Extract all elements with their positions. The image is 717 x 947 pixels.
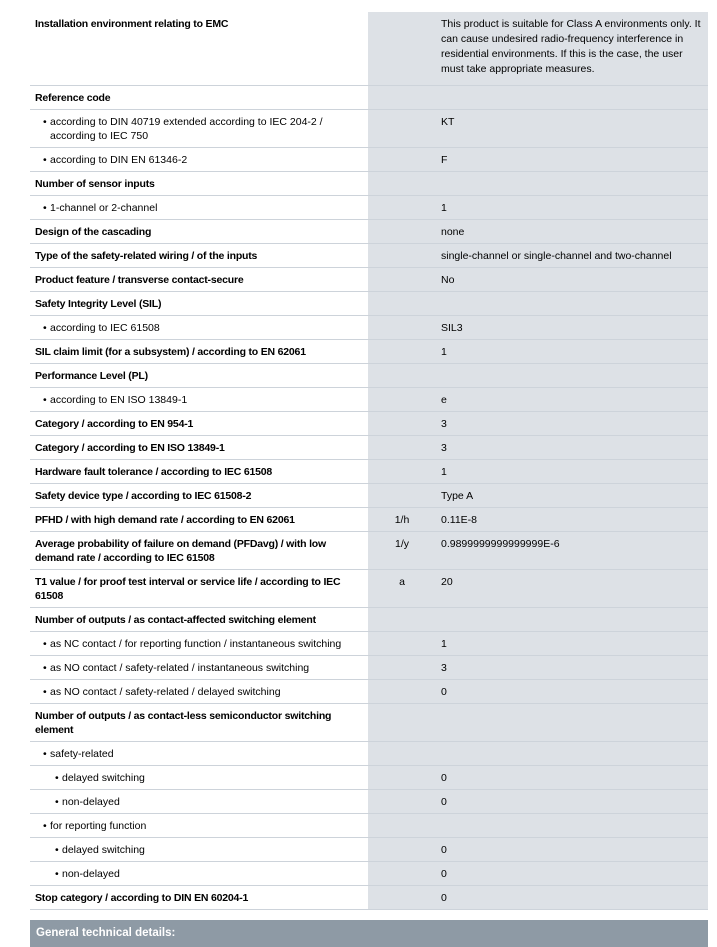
spec-label-text: Installation environment relating to EMC: [35, 18, 229, 30]
spec-unit: [368, 292, 436, 316]
spec-label-text: Average probability of failure on demand (PFDavg) / with low demand rate / according to IEC 61508: [35, 538, 326, 564]
spec-label: [30, 532, 368, 570]
spec-label-text: for reporting function: [50, 820, 147, 832]
spec-unit: [368, 632, 436, 656]
spec-row: [30, 742, 708, 766]
spec-label: [30, 340, 368, 364]
spec-value: [436, 742, 708, 766]
spec-label-text: Number of outputs / as contact-less semiconductor switching element: [35, 710, 332, 736]
spec-unit: [368, 340, 436, 364]
spec-label: [30, 886, 368, 910]
spec-value: e: [436, 388, 708, 412]
spec-label-text: delayed switching: [62, 844, 145, 856]
bullet-icon: •: [55, 868, 59, 880]
spec-value: 1: [436, 196, 708, 220]
spec-value: 0: [436, 790, 708, 814]
spec-label-text: Number of sensor inputs: [35, 178, 155, 190]
spec-label-text: 1-channel or 2-channel: [50, 202, 158, 214]
spec-unit: [368, 364, 436, 388]
spec-value: 1: [436, 632, 708, 656]
spec-label-text: non-delayed: [62, 796, 120, 808]
spec-value: Type A: [436, 484, 708, 508]
spec-row: [30, 704, 708, 742]
spec-value: [436, 292, 708, 316]
spec-row: [30, 570, 708, 608]
spec-value: 3: [436, 656, 708, 680]
spec-label-text: Safety Integrity Level (SIL): [35, 298, 162, 310]
spec-value: 0.11E-8: [436, 508, 708, 532]
spec-row: [30, 292, 708, 316]
spec-row: [30, 680, 708, 704]
spec-row: [30, 388, 708, 412]
spec-unit: 1/y: [368, 532, 436, 570]
spec-label-text: T1 value / for proof test interval or service life / according to IEC 61508: [35, 576, 341, 602]
spec-row: [30, 412, 708, 436]
spec-unit: [368, 12, 436, 86]
spec-label-text: Design of the cascading: [35, 226, 152, 238]
bullet-icon: •: [43, 154, 47, 166]
spec-label-text: Category / according to EN ISO 13849-1: [35, 442, 225, 454]
spec-value: [436, 608, 708, 632]
spec-row: [30, 12, 708, 86]
spec-unit: 1/h: [368, 508, 436, 532]
spec-sublabel: [30, 316, 368, 340]
spec-unit: [368, 680, 436, 704]
spec-value: 0: [436, 862, 708, 886]
spec-label: [30, 570, 368, 608]
spec-row: [30, 790, 708, 814]
spec-label: [30, 268, 368, 292]
spec-unit: [368, 790, 436, 814]
bullet-icon: •: [43, 116, 47, 128]
spec-value: 0: [436, 766, 708, 790]
spec-row: [30, 862, 708, 886]
spec-label-text: Safety device type / according to IEC 61508-2: [35, 490, 252, 502]
spec-value: [436, 704, 708, 742]
spec-unit: [368, 886, 436, 910]
spec-row: [30, 886, 708, 910]
spec-row: [30, 838, 708, 862]
spec-row: [30, 340, 708, 364]
spec-unit: [368, 148, 436, 172]
spec-sublabel: [30, 742, 368, 766]
spec-sublabel: [30, 656, 368, 680]
spec-table: [30, 12, 708, 910]
spec-label-text: non-delayed: [62, 868, 120, 880]
spec-label-text: Reference code: [35, 92, 111, 104]
bullet-icon: •: [43, 638, 47, 650]
spec-unit: [368, 814, 436, 838]
spec-unit: [368, 268, 436, 292]
spec-value: [436, 172, 708, 196]
spec-row: [30, 814, 708, 838]
spec-value: 0: [436, 680, 708, 704]
spec-unit: [368, 196, 436, 220]
spec-value: [436, 86, 708, 110]
spec-label: [30, 220, 368, 244]
spec-unit: [368, 608, 436, 632]
bullet-icon: •: [43, 662, 47, 674]
spec-row: [30, 766, 708, 790]
bullet-icon: •: [43, 322, 47, 334]
spec-value: 0: [436, 886, 708, 910]
spec-unit: [368, 412, 436, 436]
spec-label-text: Stop category / according to DIN EN 60204-1: [35, 892, 249, 904]
spec-sublabel: [30, 790, 368, 814]
spec-row: [30, 268, 708, 292]
spec-row: [30, 364, 708, 388]
spec-value: 3: [436, 412, 708, 436]
spec-unit: [368, 86, 436, 110]
spec-label-text: Hardware fault tolerance / according to IEC 61508: [35, 466, 273, 478]
spec-unit: [368, 220, 436, 244]
spec-sublabel: [30, 814, 368, 838]
spec-label-text: as NO contact / safety-related / instantaneous switching: [50, 662, 310, 674]
spec-value: SIL3: [436, 316, 708, 340]
spec-row: [30, 172, 708, 196]
spec-unit: [368, 316, 436, 340]
spec-value: none: [436, 220, 708, 244]
spec-unit: [368, 436, 436, 460]
spec-unit: [368, 862, 436, 886]
spec-label-text: Category / according to EN 954-1: [35, 418, 194, 430]
spec-label: [30, 86, 368, 110]
spec-label: [30, 412, 368, 436]
bullet-icon: •: [43, 202, 47, 214]
spec-row: [30, 220, 708, 244]
spec-row: [30, 656, 708, 680]
spec-sublabel: [30, 110, 368, 148]
spec-row: [30, 508, 708, 532]
bullet-icon: •: [43, 686, 47, 698]
spec-label: [30, 172, 368, 196]
spec-sublabel: [30, 196, 368, 220]
spec-label: [30, 484, 368, 508]
spec-label: [30, 364, 368, 388]
spec-row: [30, 316, 708, 340]
spec-unit: [368, 656, 436, 680]
spec-row: [30, 148, 708, 172]
spec-value: KT: [436, 110, 708, 148]
spec-unit: [368, 838, 436, 862]
spec-unit: [368, 388, 436, 412]
bullet-icon: •: [43, 748, 47, 760]
spec-label-text: according to DIN EN 61346-2: [50, 154, 188, 166]
spec-label-text: as NO contact / safety-related / delayed switching: [50, 686, 281, 698]
spec-row: [30, 244, 708, 268]
section-header: General technical details:: [30, 920, 708, 947]
spec-row: [30, 110, 708, 148]
spec-label-text: as NC contact / for reporting function / instantaneous switching: [50, 638, 342, 650]
spec-value: 1: [436, 340, 708, 364]
spec-value: This product is suitable for Class A environments only. It can cause undesired radio-frequency interference in residential environments. If this is the case, the user must take appropriate measures.: [436, 12, 708, 86]
spec-label: [30, 436, 368, 460]
spec-row: [30, 196, 708, 220]
spec-row: [30, 632, 708, 656]
spec-table-body: [30, 12, 708, 910]
spec-label-text: according to DIN 40719 extended according to IEC 204-2 / according to IEC 750: [50, 116, 323, 142]
spec-label: [30, 704, 368, 742]
spec-label-text: delayed switching: [62, 772, 145, 784]
spec-sublabel: [30, 632, 368, 656]
spec-unit: [368, 110, 436, 148]
spec-row: [30, 532, 708, 570]
spec-value: No: [436, 268, 708, 292]
spec-label-text: Performance Level (PL): [35, 370, 148, 382]
spec-sublabel: [30, 838, 368, 862]
spec-value: 0.9899999999999999E-6: [436, 532, 708, 570]
spec-label-text: Number of outputs / as contact-affected switching element: [35, 614, 316, 626]
spec-value: 3: [436, 436, 708, 460]
spec-label-text: PFHD / with high demand rate / according to EN 62061: [35, 514, 295, 526]
bullet-icon: •: [55, 772, 59, 784]
spec-row: [30, 86, 708, 110]
spec-label: [30, 292, 368, 316]
spec-row: [30, 608, 708, 632]
bullet-icon: •: [43, 820, 47, 832]
spec-value: single-channel or single-channel and two-channel: [436, 244, 708, 268]
spec-unit: a: [368, 570, 436, 608]
spec-value: 20: [436, 570, 708, 608]
spec-label-text: according to IEC 61508: [50, 322, 160, 334]
spec-value: [436, 364, 708, 388]
spec-value: [436, 814, 708, 838]
spec-sublabel: [30, 680, 368, 704]
spec-row: [30, 460, 708, 484]
spec-value: 1: [436, 460, 708, 484]
spec-label: [30, 508, 368, 532]
spec-unit: [368, 172, 436, 196]
spec-sheet: [30, 12, 708, 947]
spec-value: 0: [436, 838, 708, 862]
spec-label-text: Type of the safety-related wiring / of the inputs: [35, 250, 258, 262]
spec-sublabel: [30, 148, 368, 172]
spec-label-text: safety-related: [50, 748, 114, 760]
bullet-icon: •: [55, 796, 59, 808]
spec-unit: [368, 244, 436, 268]
spec-label-text: Product feature / transverse contact-secure: [35, 274, 244, 286]
bullet-icon: •: [43, 394, 47, 406]
spec-row: [30, 436, 708, 460]
spec-unit: [368, 484, 436, 508]
spec-label: [30, 460, 368, 484]
spec-label-text: according to EN ISO 13849-1: [50, 394, 188, 406]
spec-unit: [368, 704, 436, 742]
spec-label: [30, 608, 368, 632]
bullet-icon: •: [55, 844, 59, 856]
spec-label: [30, 12, 368, 86]
spec-label-text: SIL claim limit (for a subsystem) / according to EN 62061: [35, 346, 306, 358]
spec-value: F: [436, 148, 708, 172]
spec-unit: [368, 742, 436, 766]
spec-sublabel: [30, 766, 368, 790]
spec-row: [30, 484, 708, 508]
spec-sublabel: [30, 862, 368, 886]
spec-sublabel: [30, 388, 368, 412]
spec-unit: [368, 460, 436, 484]
spec-unit: [368, 766, 436, 790]
spec-label: [30, 244, 368, 268]
